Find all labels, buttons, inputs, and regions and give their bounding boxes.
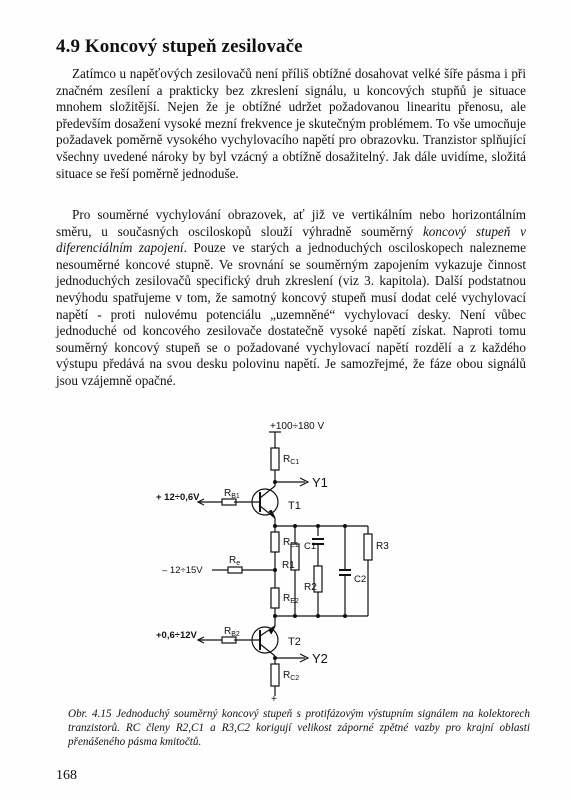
resistor-re1 xyxy=(271,532,279,552)
paragraph-2-end: . Pouze ve starých a jednoduchých osciloskopech nalezneme nesouměrné koncové stupně. Ve srovnání se souměrným zapojením vykazuje činnost jednoduchých zesilovačů specifický druh zkreslení (viz 3. kapitola). Další podstatnou nevýhodu spatřujeme v tom, že samotný koncový stupeň musí dodat celé vychylovací napětí - proti nulovému potenciálu „uzemněné“ vychylovací desky. Není vůbec jednoduché od koncového zesilovače dostatečně vysoké napětí získat. Naproti tomu souměrný koncový stupeň se o požadované vychylovací napětí rozdělí a z každého výstupu předává na svou desku polovinu napětí. Je samozřejmé, že fáze obou signálů jsou vzájemně opačné. xyxy=(56,240,526,388)
resistor-r3 xyxy=(364,534,372,560)
label-c2: C2 xyxy=(354,574,367,585)
resistor-re2 xyxy=(271,588,279,608)
resistor-rc2 xyxy=(271,664,279,686)
label-y1: Y1 xyxy=(312,475,328,490)
label-rc2: $R_{C2}$ xyxy=(283,670,300,682)
label-bottom-terminal: + xyxy=(271,694,277,703)
label-rb1: $R_{B1}$ xyxy=(224,488,240,500)
label-c1: C1 xyxy=(304,541,317,552)
label-r3: R3 xyxy=(376,541,389,552)
paragraph-2-emphasis: koncový stupeň v diferenciálním zapojení xyxy=(56,223,526,256)
figure-caption: Obr. 4.15 Jednoduchý souměrný koncový stupeň s protifázovým výstupním signálem na kolektorech tranzistorů. RC členy R2,C1 a R3,C2 korigují velikost záporné zpětné vazby pro krajní oblasti přenášeného pásma kmitočtů. xyxy=(68,708,530,748)
label-re2: $R_{E2}$ xyxy=(283,593,299,605)
label-rb2: $R_{B2}$ xyxy=(224,626,240,638)
circuit-schematic xyxy=(140,418,440,703)
resistor-re xyxy=(228,567,242,573)
label-r2: R2 xyxy=(304,582,317,593)
label-re1: $R_{E1}$ xyxy=(283,537,299,549)
page-number: 168 xyxy=(56,768,77,783)
label-t2: T2 xyxy=(288,636,301,648)
resistor-rc1 xyxy=(271,448,279,470)
label-t1: T1 xyxy=(288,500,301,512)
section-heading: 4.9 Koncový stupeň zesilovače xyxy=(56,36,303,57)
label-rc1: $R_{C1}$ xyxy=(283,454,300,466)
label-in2: +0,6÷12V xyxy=(156,630,197,641)
paragraph-2-start: Pro souměrné vychylování obrazovek, ať již ve vertikálním nebo horizontálním směru, u současných osciloskopů slouží výhradně souměrný xyxy=(56,207,526,239)
label-in1: + 12÷0,6V xyxy=(156,492,200,503)
label-r1: R1 xyxy=(282,560,295,571)
label-in-e: – 12÷15V xyxy=(162,565,203,576)
label-supply: +100÷180 V xyxy=(270,421,325,432)
paragraph-1: Zatímco u napěťových zesilovačů není příliš obtížné dosahovat velké šíře pásma i při značném zesílení a prakticky bez zkreslení signálu, u koncových stupňů je situace mnohem složitější. Nejen že je obtížné udržet požadovanou linearitu přenosu, ale především dosažení vysoké mezní frekvence je skutečným problémem. To vše umocňuje požadavek poměrně vysokého vychylovacího napětí pro obrazovku. Tranzistor splňující všechny uvedené nároky by byl vzácný a obtížně dosažitelný. Jak dále uvidíme, složitá situace se řeší poměrně jednoduše. xyxy=(56,66,526,181)
label-re: $R_e$ xyxy=(229,555,241,567)
paragraph-2 xyxy=(56,207,526,390)
label-y2: Y2 xyxy=(312,651,328,666)
